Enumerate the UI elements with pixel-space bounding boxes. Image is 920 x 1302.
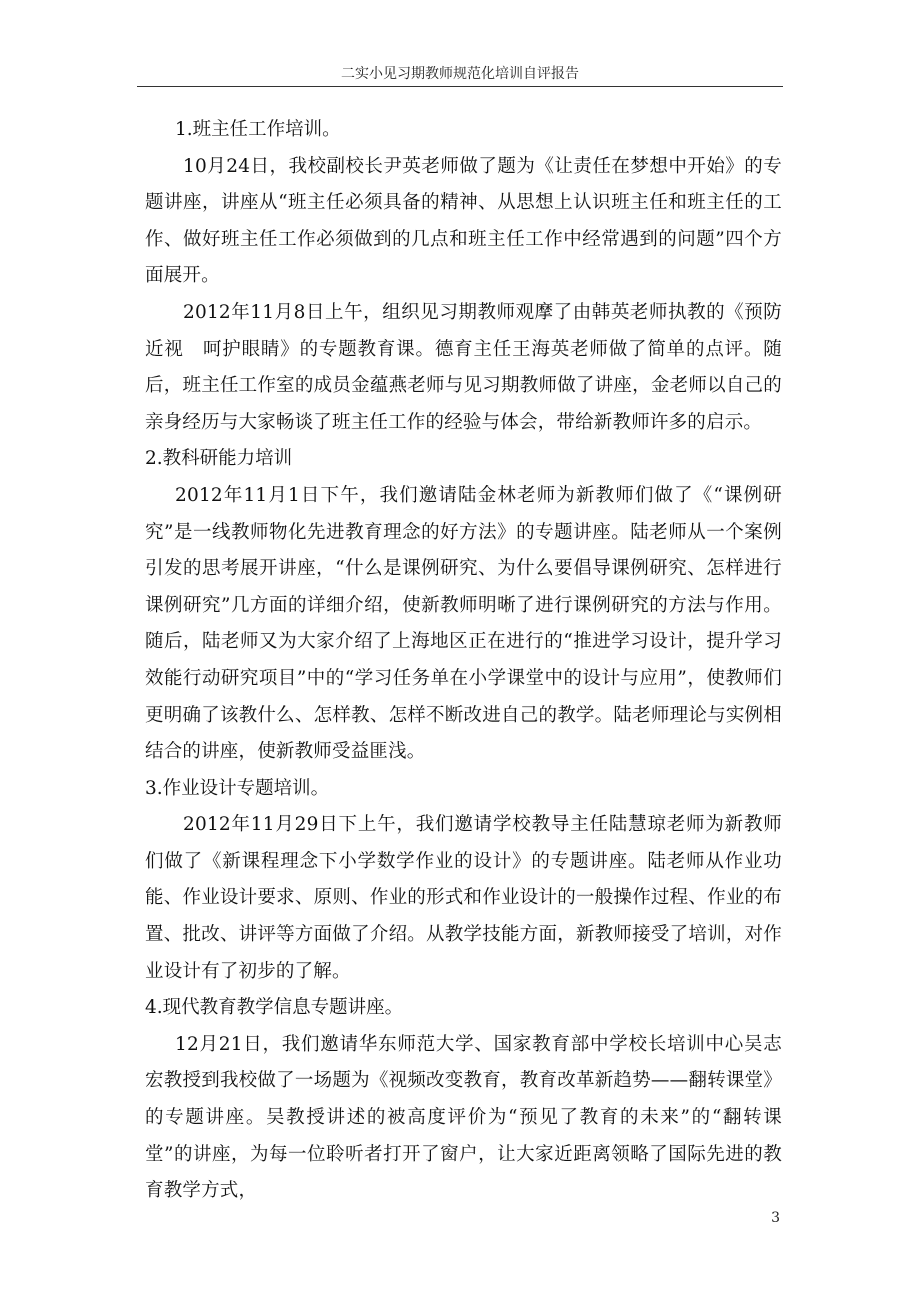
paragraph-lesson-study-lecture: 2012年11月1日下午，我们邀请陆金林老师为新教师们做了《“课例研究”是一线教师物化先进教育理念的好方法》的专题讲座。陆老师从一个案例引发的思考展开讲座，“什么是课例研究、为什么要倡导课例研究、怎样进行课例研究”几方面的详细介绍，使新教师明晰了进行课例研究的方法与作用。随后，陆老师又为大家介绍了上海地区正在进行的“推进学习设计，提升学习效能行动研究项目”中的“学习任务单在小学课堂中的设计与应用”，使教师们更明确了该教什么、怎样教、怎样不断改进自己的教学。陆老师理论与实例相结合的讲座，使新教师受益匪浅。: [145, 484, 782, 763]
paragraph-homework-design-lecture: 2012年11月29日下上午，我们邀请学校教导主任陆慧琼老师为新教师们做了《新课程理念下小学数学作业的设计》的专题讲座。陆老师从作业功能、作业设计要求、原则、作业的形式和作业设计的一般操作过程、作业的布置、批改、讲评等方面做了介绍。从教学技能方面，新教师接受了培训，对作业设计有了初步的了解。: [145, 814, 782, 982]
page-number: 3: [771, 1210, 780, 1226]
section-heading-research-training: 2.教科研能力培训: [145, 448, 293, 470]
section-heading-modern-education-lecture: 4.现代教育教学信息专题讲座。: [145, 997, 404, 1019]
header-divider: [137, 86, 783, 87]
paragraph-flipped-classroom-lecture: 12月21日，我们邀请华东师范大学、国家教育部中学校长培训中心吴志宏教授到我校做了一场题为《视频改变教育，教育改革新趋势——翻转课堂》的专题讲座。吴教授讲述的被高度评价为“预见了教育的未来”的“翻转课堂”的讲座，为每一位聆听者打开了窗户，让大家近距离领略了国际先进的教育教学方式，: [145, 1033, 782, 1202]
section-heading-homework-design-training: 3.作业设计专题培训。: [145, 777, 330, 799]
section-heading-class-teacher-training: 1.班主任工作培训。: [175, 119, 341, 140]
page-header-title: 二实小见习期教师规范化培训自评报告: [341, 66, 579, 82]
paragraph-class-teacher-lecture: 10月24日，我校副校长尹英老师做了题为《让责任在梦想中开始》的专题讲座，讲座从“班主任必须具备的精神、从思想上认识班主任和班主任的工作、做好班主任工作必须做到的几点和班主任工作中经常遇到的问题”四个方面展开。: [145, 155, 782, 287]
paragraph-eye-care-lesson: 2012年11月8日上午，组织见习期教师观摩了由韩英老师执教的《预防近视 呵护眼睛》的专题教育课。德育主任王海英老师做了简单的点评。随后，班主任工作室的成员金蕴燕老师与见习期教师做了讲座，金老师以自己的亲身经历与大家畅谈了班主任工作的经验与体会，带给新教师许多的启示。: [145, 301, 782, 433]
document-body: [145, 112, 782, 1210]
